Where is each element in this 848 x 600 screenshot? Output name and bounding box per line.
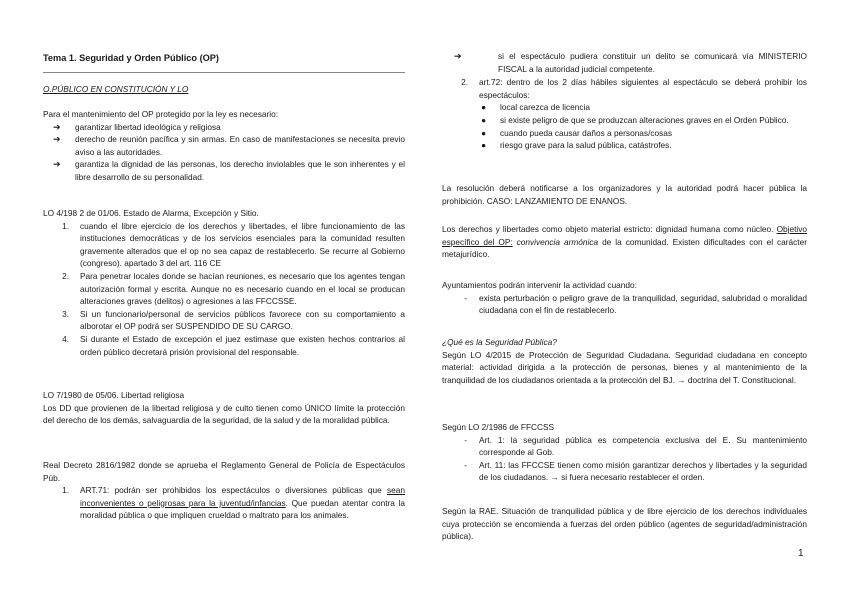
list-item: - Art. 11: las FFCCSE tienen como misión garantizar derechos y libertades y la seguridad de los ciudadanos. → si fuera necesario restablecer el orden. [442, 459, 807, 484]
list-item: 2. Para penetrar locales donde se hacían reuniones, es necesario que los agentes tengan autorización formal y escrita. Aunque no es necesario cuando en el local se producan alteraciones graves (delitos) o agresiones a las FFCCSSE. [62, 270, 405, 307]
arrow-icon: ➔ [454, 51, 462, 61]
arrow-icon: ➔ [53, 134, 61, 145]
list-item: ● si existe peligro de que se produzcan alteraciones graves en el Orden Público. [442, 114, 807, 127]
ayuntamientos-text: Ayuntamientos podrán intervenir la actividad cuando: [442, 280, 637, 290]
rd-heading: Real Decreto 2816/1982 donde se aprueba el Reglamento General de Policía de Espectáculos Púb. [43, 460, 405, 483]
bullet-icon: ● [480, 140, 486, 151]
list-item: 1. ART.71: podrán ser prohibidos los espectáculos o diversiones públicas que sean inconvenientes o peligrosas para la juventud/infancias. Que puedan atentar contra la moralidad pública o que impliquen crueldad o maltrato para los animales. [62, 485, 405, 521]
underlined-phrase: sean inconvenientes o peligrosas para la juventud/infancias [80, 485, 405, 508]
bullet-icon: ● [480, 127, 486, 138]
document-title: Tema 1. Seguridad y Orden Público (OP) [43, 53, 219, 63]
list-item: ➔ garantiza la dignidad de las personas, los derecho inviolables que le son inherentes y el libre desarrollo de su personalidad. [43, 158, 405, 183]
objective-label: Objetivo específico del OP: [442, 224, 807, 247]
bullet-icon: ● [480, 114, 486, 125]
list-item: ● riesgo grave para la salud pública, catástrofes. [442, 139, 807, 152]
title-divider [43, 72, 405, 73]
dash-icon: - [464, 459, 467, 470]
list-item: ● local carezca de licencia [442, 101, 807, 114]
list-item: 3. Si un funcionario/personal de servicios públicos favorece con su comportamiento a alborotar el OP podrá ser SUSPENDIDO DE SU CARGO. [62, 308, 405, 332]
rd-block [43, 459, 405, 522]
rd-continued [442, 50, 807, 152]
lo7-block [43, 389, 405, 427]
list-item: ● cuando pueda causar daños a personas/cosas [442, 127, 807, 140]
list-item: ➔ garantizar libertad ideológica y religiosa [43, 121, 405, 134]
lo7-heading: LO 7/1980 de 05/06. Libertad religiosa [43, 390, 185, 400]
dash-icon: - [464, 434, 467, 445]
list-item: ➔ derecho de reunión pacífica y sin armas. En caso de manifestaciones se necesita previo aviso a las autoridades. [43, 133, 405, 158]
arrow-icon: ➔ [53, 121, 61, 132]
list-item: - exista perturbación o peligro grave de la tranquilidad, seguridad, salubridad o moralidad ciudadana con el fin de restablecerlo. [442, 292, 807, 317]
resolution-text: La resolución deberá notificarse a los organizadores y la autoridad podrá hacer pública la prohibición. CASO: LANZAMIENTO DE ENANOS. [442, 183, 807, 206]
rae-block [442, 505, 807, 543]
section-heading: O.PÚBLICO EN CONSTITUCIÓN Y LO [43, 84, 189, 94]
lo4-heading: LO 4/198 2 de 01/06. Estado de Alarma, Excepción y Sitio. [43, 208, 259, 218]
seguridad-text: Según LO 4/2015 de Protección de Seguridad Ciudadana. Seguridad ciudadana en concepto material: actividad dirigida a la protección de personas, bienes y al mantenimiento de la tranquilidad de los ciudadanos orientada a la protección del BJ. → doctrina del T. Constitucional. [442, 349, 807, 385]
lo4-block [43, 207, 405, 358]
ayuntamientos-block [442, 279, 807, 317]
seguridad-block [442, 336, 807, 386]
resolution-block [442, 182, 807, 207]
lo2-block [442, 421, 807, 484]
seguridad-question: ¿Qué es la Seguridad Pública? [442, 337, 557, 347]
lo2-heading: Según LO 2/1986 de FFCCSS [442, 422, 555, 432]
list-item: 2. art.72: dentro de los 2 días hábiles siguientes al espectáculo se deberá prohibir los espectáculos: [461, 77, 807, 100]
page-number: 1 [798, 548, 804, 559]
list-item: 4. Si durante el Estado de excepción el juez estimase que existen hechos contrarios al orden público decretará prisión provisional del responsable. [62, 333, 405, 357]
dash-icon: - [464, 292, 467, 303]
rights-block: Los derechos y libertades como objeto material estricto: dignidad humana como núcleo. Objetivo específico del OP: convivencia armónica de la comunidad. Existen dificultades con el carácter metajurídico. [442, 224, 807, 260]
arrow-icon: ➔ [53, 159, 61, 170]
list-item: 1. cuando el libre ejercicio de los derechos y libertades, el libre funcionamiento de las instituciones democráticas y de los servicios esenciales para la comunidad resulten gravemente alterados que el op no sea capaz de restablecerlo. Se recurre al Gobierno (congreso). apartado 3 del art. 116 CE [62, 220, 405, 269]
list-item: ➔ si el espectáculo pudiera constituir un delito se comunicará vía MINISTERIO FISCAL a la autoridad judicial competente. [442, 50, 807, 75]
rae-text: Según la RAE. Situación de tranquilidad pública y de libre ejercicio de los derechos individuales cuya protección se encomienda a fuerzas del orden público (agentes de seguridad/administración pública). [442, 506, 807, 542]
lo7-text: Los DD que provienen de la libertad religiosa y de culto tienen como ÚNICO límite la protección del derecho de los demás, salvaguardia de la seguridad, de la salud y de la moralidad pública. [43, 402, 405, 426]
bullet-icon: ● [480, 102, 486, 113]
list-item: - Art. 1: la seguridad pública es competencia exclusiva del E. Su mantenimiento corresponde al Gob. [442, 434, 807, 459]
intro-block [43, 108, 405, 184]
intro-text: Para el mantenimiento del OP protegido por la ley es necesario: [43, 109, 279, 119]
